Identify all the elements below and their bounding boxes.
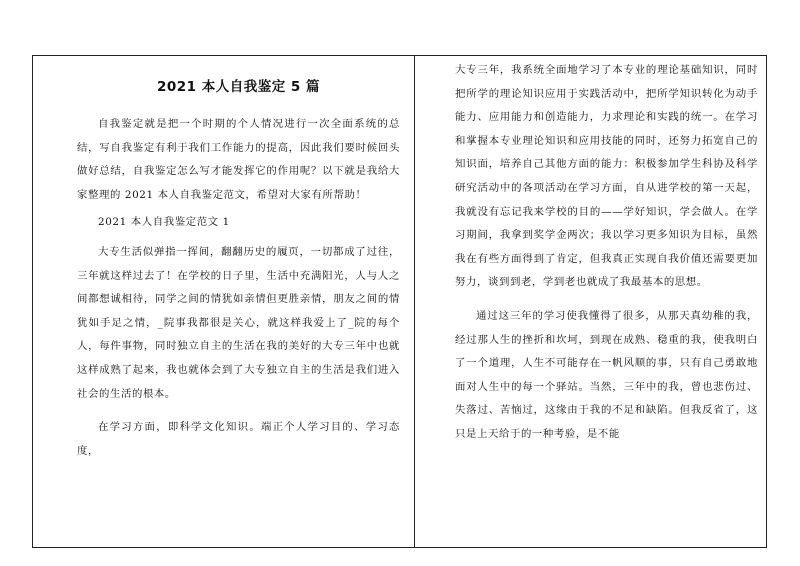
document-title: 2021 本人自我鉴定 5 篇 — [156, 79, 321, 95]
body-paragraph: 大专三年，我系统全面地学习了本专业的理论基础知识，同时把所学的理论知识应用于实践活动中，把所学知识转化为动手能力、应用能力和创造能力，力求理论和实践的统一。在学习和掌握本专业理论知识和应用技能的同时，还努力拓宽自己的知识面，培养自己其他方面的能力：积极参加学生科协及科学研究活动中的各项活动在学习方面，自从进学校的第一天起，我就没有忘记我来学校的目的——学好知识，学会做人。在学习期间，我拿到奖学金两次；我以学习更多知识为目标，虽然我在有些方面得到了肯定，但我真正实现自我价值还需要更加努力，谈到到老，学到老也就成了我最基本的思想。 — [455, 64, 758, 289]
intro-paragraph: 自我鉴定就是把一个时期的个人情况进行一次全面系统的总结，写自我鉴定有利于我们工作能力的提高，因此我们要时候回头做好总结，自我鉴定怎么写才能发挥它的作用呢？以下就是我给大家整理的 2021 本人自我鉴定范文，希望对大家有所帮助！ — [77, 118, 400, 201]
left-column — [33, 56, 414, 547]
document-page — [32, 55, 767, 548]
body-paragraph: 大专生活似弹指一挥间，翻翻历史的履页，一切都成了过往，三年就这样过去了！在学校的日子里，生活中充满阳光，人与人之间都想诚相待，同学之间的情犹如亲情但更胜亲情，朋友之间的情犹如手足之情，_院事我都很是关心，就这样我爱上了_院的每个人，每件事物，同时独立自主的生活在我的美好的大专三年中也就这样成熟了起来，我也就体会到了大专独立自主的生活是我们进入社会的生活的根本。 — [77, 245, 400, 400]
body-paragraph: 通过这三年的学习使我懂得了很多，从那天真幼稚的我，经过那人生的挫折和坎坷，到现在成熟、稳重的我，使我明白了一个道理，人生不可能存在一帆风顺的事，只有自己勇敢地面对人生中的每一个驿站。当然，三年中的我，曾也悲伤过、失落过、苦恼过，这缘由于我的不足和缺陷。但我反省了，这只是上天给于的一种考验，是不能 — [455, 309, 758, 440]
section-subheading: 2021 本人自我鉴定范文 1 — [98, 216, 230, 229]
body-paragraph: 在学习方面，即科学文化知识。端正个人学习目的、学习态度， — [77, 421, 400, 457]
right-column — [414, 56, 766, 547]
